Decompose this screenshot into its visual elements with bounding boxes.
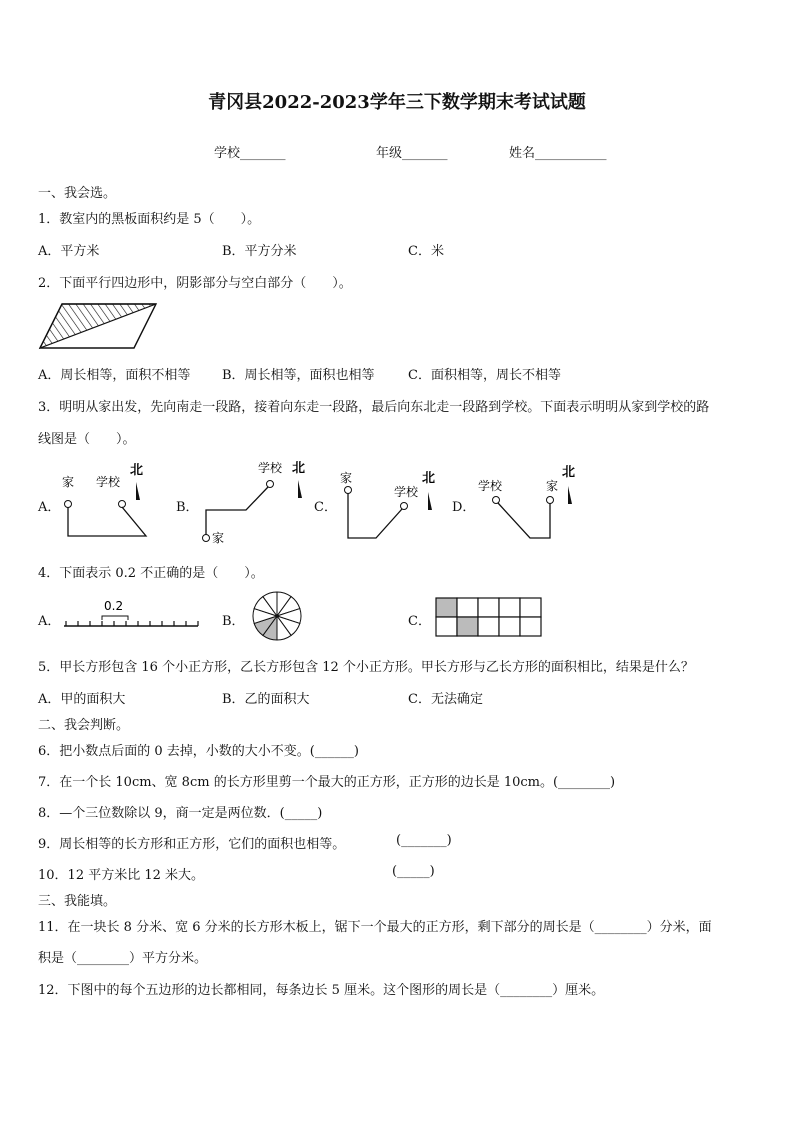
question-3-line1: 3．明明从家出发，先向南走一段路，接着向东走一段路，最后向东北走一段路到学校。下面表示明明从家到学校的路 bbox=[38, 400, 710, 415]
grid-cell bbox=[499, 598, 520, 617]
grade-label: 年级 bbox=[376, 146, 403, 161]
q1-option-b: B．平方分米 bbox=[222, 244, 297, 259]
north-label: 北 bbox=[562, 465, 576, 480]
page-title: 青冈县2022-2023学年三下数学期末考试试题 bbox=[208, 92, 586, 113]
school-blank: _______ bbox=[240, 146, 286, 161]
q3-option-b: B． bbox=[176, 500, 199, 515]
q3-option-c: C． bbox=[314, 500, 337, 515]
question-11-line2: 积是（________）平方分米。 bbox=[38, 951, 208, 966]
north-label: 北 bbox=[130, 463, 144, 478]
home-label: 家 bbox=[340, 471, 353, 485]
north-arrow-icon bbox=[298, 480, 302, 498]
question-3-line2: 线图是（ ）。 bbox=[38, 432, 136, 447]
question-6: 6．把小数点后面的 0 去掉，小数的大小不变。(______) bbox=[38, 744, 359, 759]
north-label: 北 bbox=[292, 461, 306, 476]
home-label: 家 bbox=[212, 531, 225, 545]
north-arrow-icon bbox=[136, 482, 140, 500]
q2-option-c: C．面积相等，周长不相等 bbox=[408, 368, 561, 383]
name-field bbox=[509, 142, 607, 161]
grid-cell bbox=[478, 617, 499, 636]
grid-cell bbox=[520, 598, 541, 617]
school-label: 学校 bbox=[96, 475, 121, 489]
section-heading: 二、我会判断。 bbox=[38, 718, 130, 733]
q10-answer-blank: (_____) bbox=[392, 864, 435, 879]
q3-route-a bbox=[58, 460, 158, 542]
question-9: 9．周长相等的长方形和正方形，它们的面积也相等。 bbox=[38, 837, 346, 852]
parallelogram-figure bbox=[36, 300, 160, 352]
north-arrow-icon bbox=[428, 492, 432, 510]
question-11-line1: 11．在一块长 8 分米、宽 6 分米的长方形木板上，锯下一个最大的正方形，剩下部分的周长是（________）分米，面 bbox=[38, 920, 712, 935]
circle-sectors bbox=[253, 592, 301, 640]
section-heading: 一、我会选。 bbox=[38, 186, 117, 201]
north-arrow-icon bbox=[568, 486, 572, 504]
question-5: 5．甲长方形包含 16 个小正方形，乙长方形包含 12 个小正方形。甲长方形与乙长方形的面积相比，结果是什么？ bbox=[38, 660, 694, 675]
school-label: 学校 bbox=[478, 479, 503, 493]
school-field bbox=[214, 142, 286, 161]
q4-grid bbox=[434, 596, 546, 638]
q2-option-b: B．周长相等，面积也相等 bbox=[222, 368, 375, 383]
question-2: 2．下面平行四边形中，阴影部分与空白部分（ ）。 bbox=[38, 276, 352, 291]
grid-cell bbox=[457, 598, 478, 617]
grid-cell bbox=[478, 598, 499, 617]
q4-circle bbox=[246, 590, 308, 642]
q5-option-c: C．无法确定 bbox=[408, 692, 483, 707]
home-label: 家 bbox=[62, 475, 75, 489]
q4-option-a: A． bbox=[38, 614, 61, 629]
grid-cell bbox=[457, 617, 478, 636]
q3-route-d bbox=[474, 460, 584, 544]
grid-cells bbox=[436, 598, 541, 636]
school-label: 学校 bbox=[214, 146, 241, 161]
ruler-ticks bbox=[66, 621, 198, 626]
grid-cell bbox=[499, 617, 520, 636]
q5-option-a: A．甲的面积大 bbox=[38, 692, 126, 707]
grid-cell bbox=[436, 598, 457, 617]
question-4: 4．下面表示 0.2 不正确的是（ ）。 bbox=[38, 566, 264, 581]
question-12: 12．下图中的每个五边形的边长都相同，每条边长 5 厘米。这个图形的周长是（________）厘米。 bbox=[38, 983, 605, 998]
name-blank: ___________ bbox=[535, 146, 607, 161]
ruler-label: 0.2 bbox=[104, 599, 124, 613]
home-label: 家 bbox=[546, 479, 559, 493]
school-label: 学校 bbox=[394, 485, 419, 499]
q3-option-a: A． bbox=[38, 500, 61, 515]
q5-option-b: B．乙的面积大 bbox=[222, 692, 310, 707]
question-7: 7．在一个长 10cm、宽 8cm 的长方形里剪一个最大的正方形，正方形的边长是 10cm。(________) bbox=[38, 775, 616, 790]
q4-number-line bbox=[62, 596, 202, 632]
grid-cell bbox=[520, 617, 541, 636]
name-label: 姓名 bbox=[509, 146, 536, 161]
q4-option-b: B． bbox=[222, 614, 245, 629]
q3-option-d: D． bbox=[452, 500, 476, 515]
north-label: 北 bbox=[422, 471, 436, 486]
q9-answer-blank: (_______) bbox=[396, 833, 452, 848]
grid-cell bbox=[436, 617, 457, 636]
grade-blank: _______ bbox=[402, 146, 448, 161]
q2-option-a: A．周长相等，面积不相等 bbox=[38, 368, 191, 383]
question-8: 8．—个三位数除以 9，商一定是两位数．(_____) bbox=[38, 806, 323, 821]
q3-route-c bbox=[336, 464, 446, 544]
q1-option-a: A．平方米 bbox=[38, 244, 100, 259]
question-10: 10．12 平方米比 12 米大。 bbox=[38, 868, 205, 883]
q4-option-c: C． bbox=[408, 614, 431, 629]
question-1: 1．教室内的黑板面积约是 5（ ）。 bbox=[38, 212, 261, 227]
section-heading: 三、我能填。 bbox=[38, 894, 117, 909]
q3-route-b bbox=[196, 456, 308, 548]
grade-field bbox=[376, 142, 448, 161]
school-label: 学校 bbox=[258, 461, 283, 475]
q1-option-c: C．米 bbox=[408, 244, 444, 259]
